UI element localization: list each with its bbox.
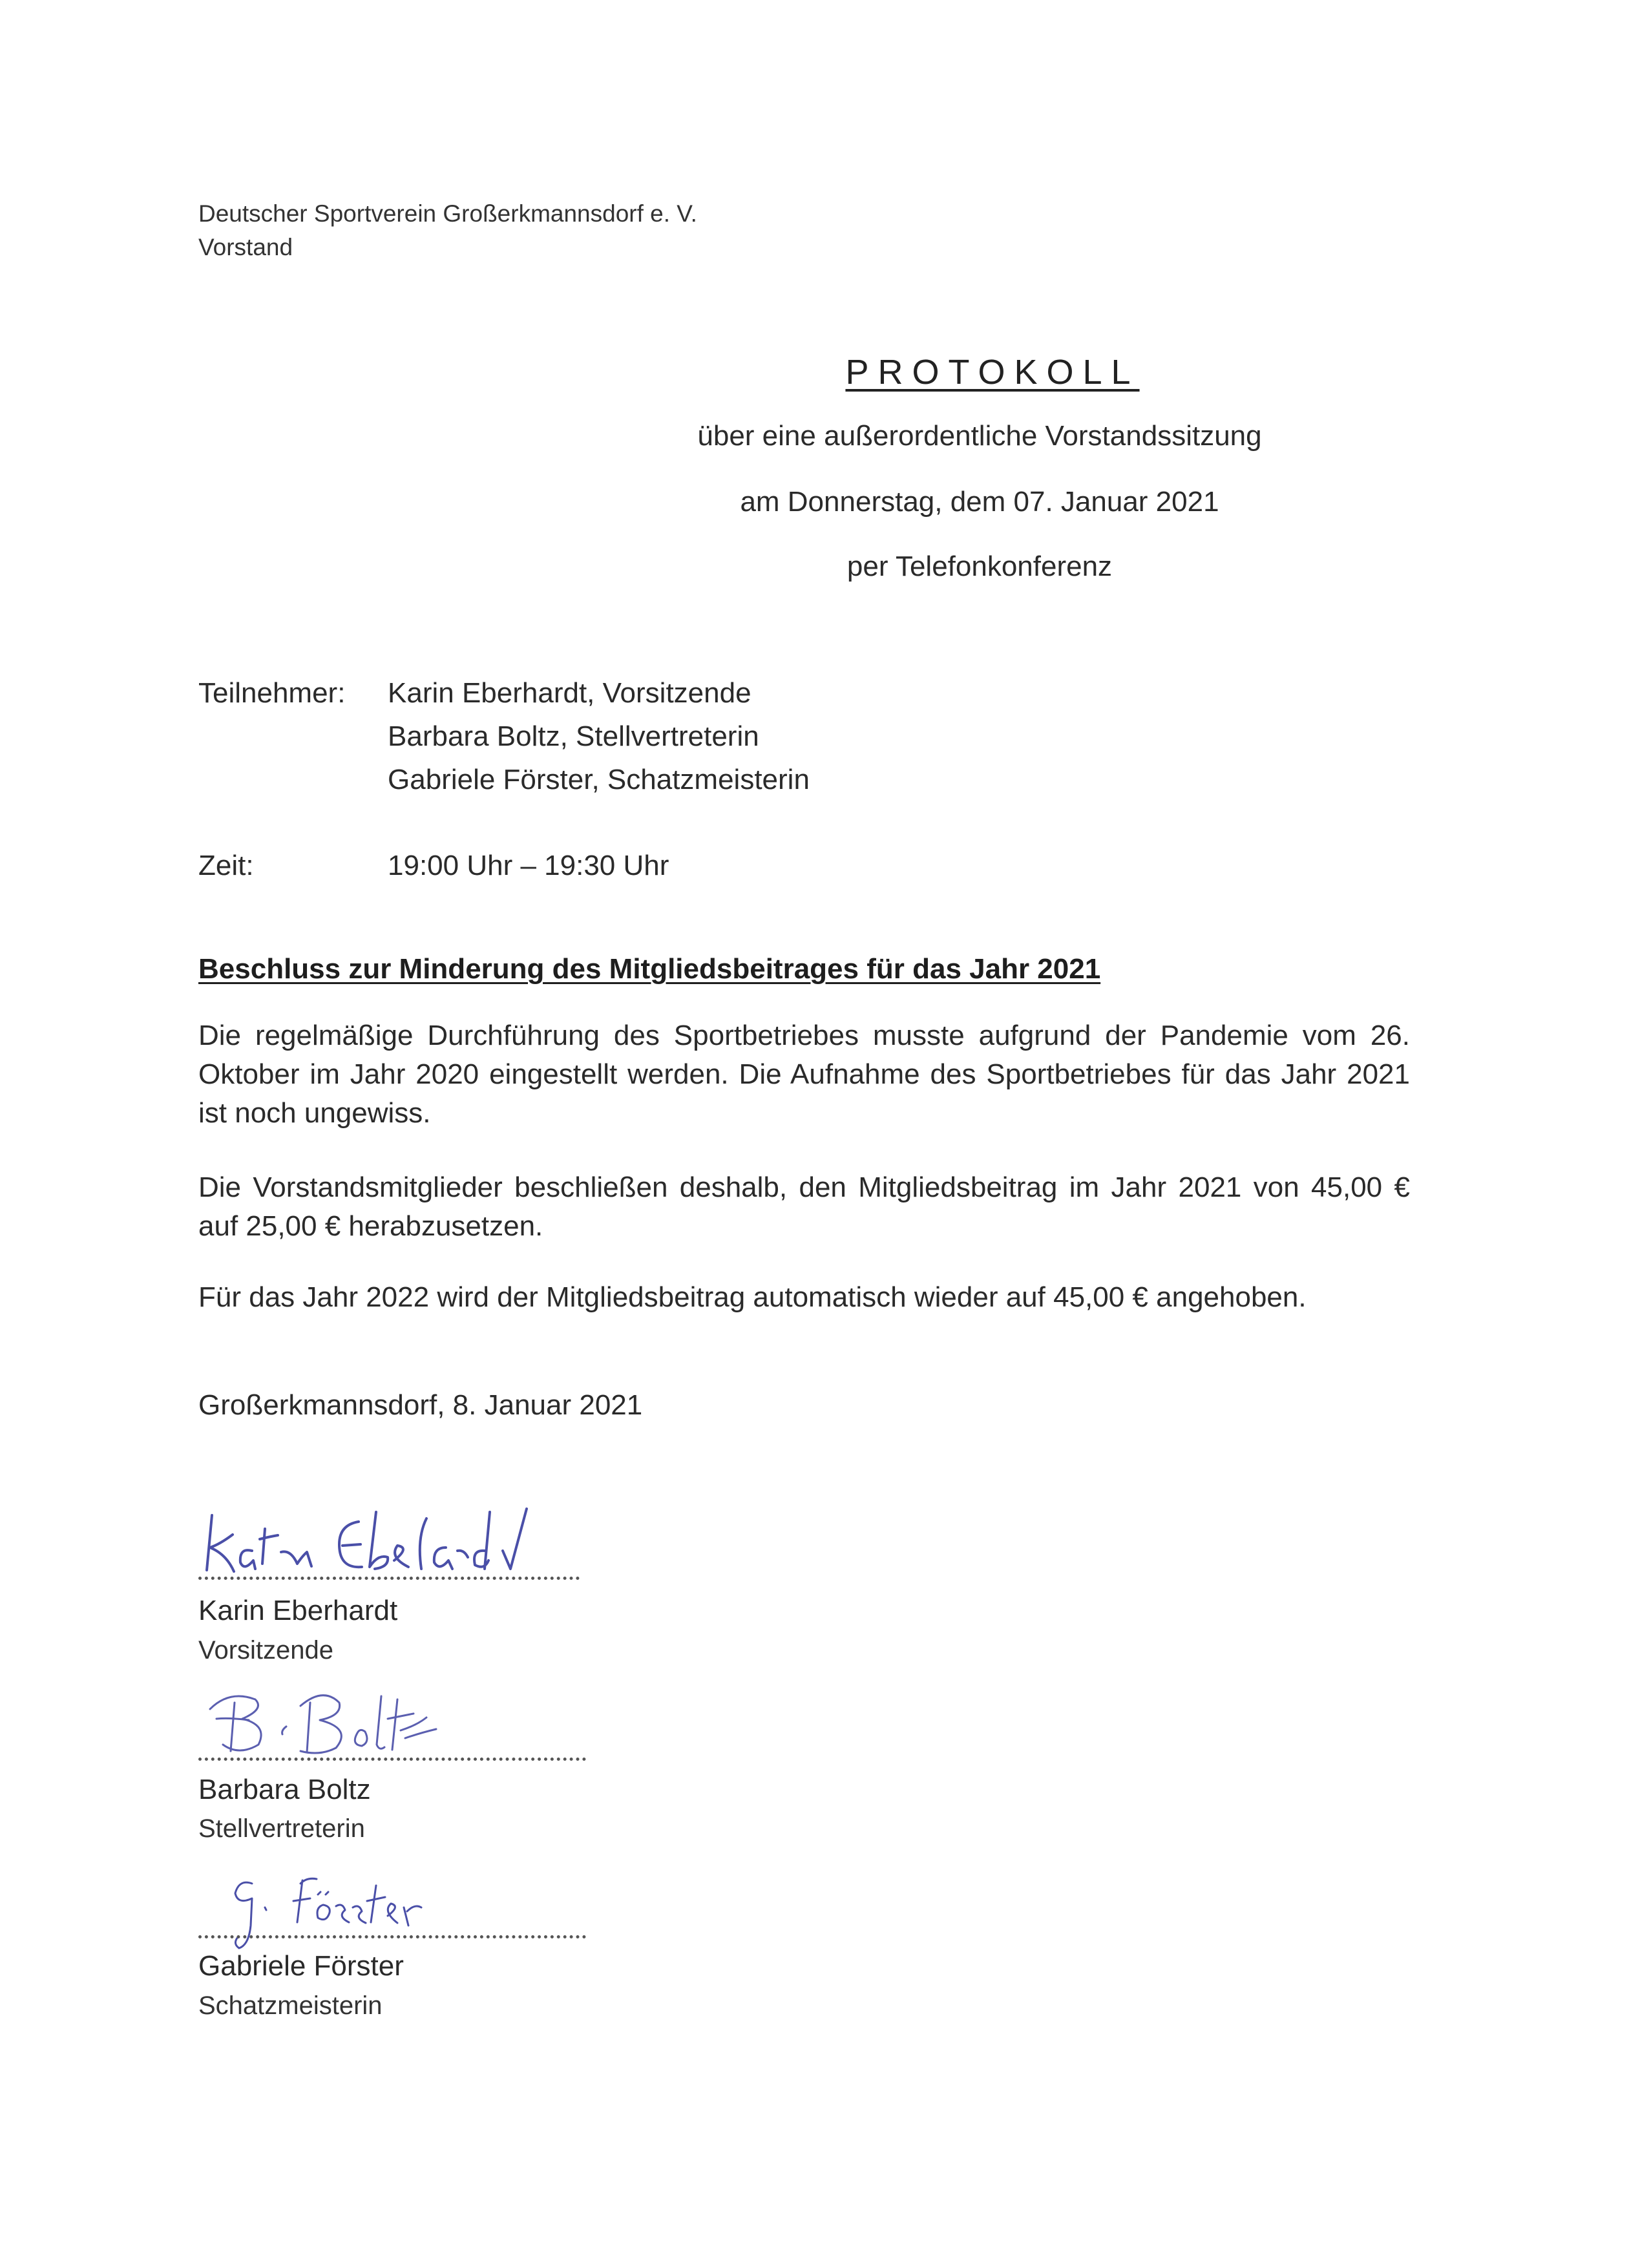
signatory-name: Barbara Boltz [198,1774,371,1805]
meeting-date: am Donnerstag, dem 07. Januar 2021 [740,486,1219,518]
participants-label: Teilnehmer: [198,677,346,709]
document-title [0,352,1649,392]
signature-gabriele-foerster [226,1861,459,1958]
participant-item: Barbara Boltz, Stellvertreterin [388,720,759,752]
place-date: Großerkmannsdorf, 8. Januar 2021 [198,1389,643,1421]
signature-line [198,1758,586,1761]
resolution-heading: Beschluss zur Minderung des Mitgliedsbeitrages für das Jahr 2021 [198,953,1101,985]
participant-item: Karin Eberhardt, Vorsitzende [388,677,751,709]
organization-name: Deutscher Sportverein Großerkmannsdorf e. V. [198,200,697,227]
signature-karin-eberhardt [200,1499,588,1583]
meeting-type: über eine außerordentliche Vorstandssitzung [697,420,1262,452]
signatory-name: Karin Eberhardt [198,1595,398,1626]
signatory-role: Stellvertreterin [198,1814,365,1843]
time-value: 19:00 Uhr – 19:30 Uhr [388,850,669,881]
meeting-mode: per Telefonkonferenz [846,551,1113,582]
participant-item: Gabriele Förster, Schatzmeisterin [388,764,810,795]
signatory-name: Gabriele Förster [198,1950,404,1982]
resolution-paragraph: Die Vorstandsmitglieder beschließen deshalb, den Mitgliedsbeitrag im Jahr 2021 von 45,00 € auf 25,00 € herabzusetzen. [198,1171,1410,1242]
signature-line [198,1577,580,1580]
resolution-paragraph: Die regelmäßige Durchführung des Sportbetriebes musste aufgrund der Pandemie vom 26. Oktober im Jahr 2020 eingestellt werden. Die Aufnahme des Sportbetriebes für das Jahr 2021 ist noch ungewiss. [198,1020,1410,1129]
signature-barbara-boltz [204,1680,501,1764]
signature-line [198,1935,586,1938]
document-title-text: PROTOKOLL [845,353,1140,392]
time-label: Zeit: [198,850,254,881]
department-name: Vorstand [198,234,293,260]
signatory-role: Vorsitzende [198,1636,334,1664]
resolution-paragraph: Für das Jahr 2022 wird der Mitgliedsbeitrag automatisch wieder auf 45,00 € angehoben. [198,1281,1307,1313]
signatory-role: Schatzmeisterin [198,1991,383,2020]
